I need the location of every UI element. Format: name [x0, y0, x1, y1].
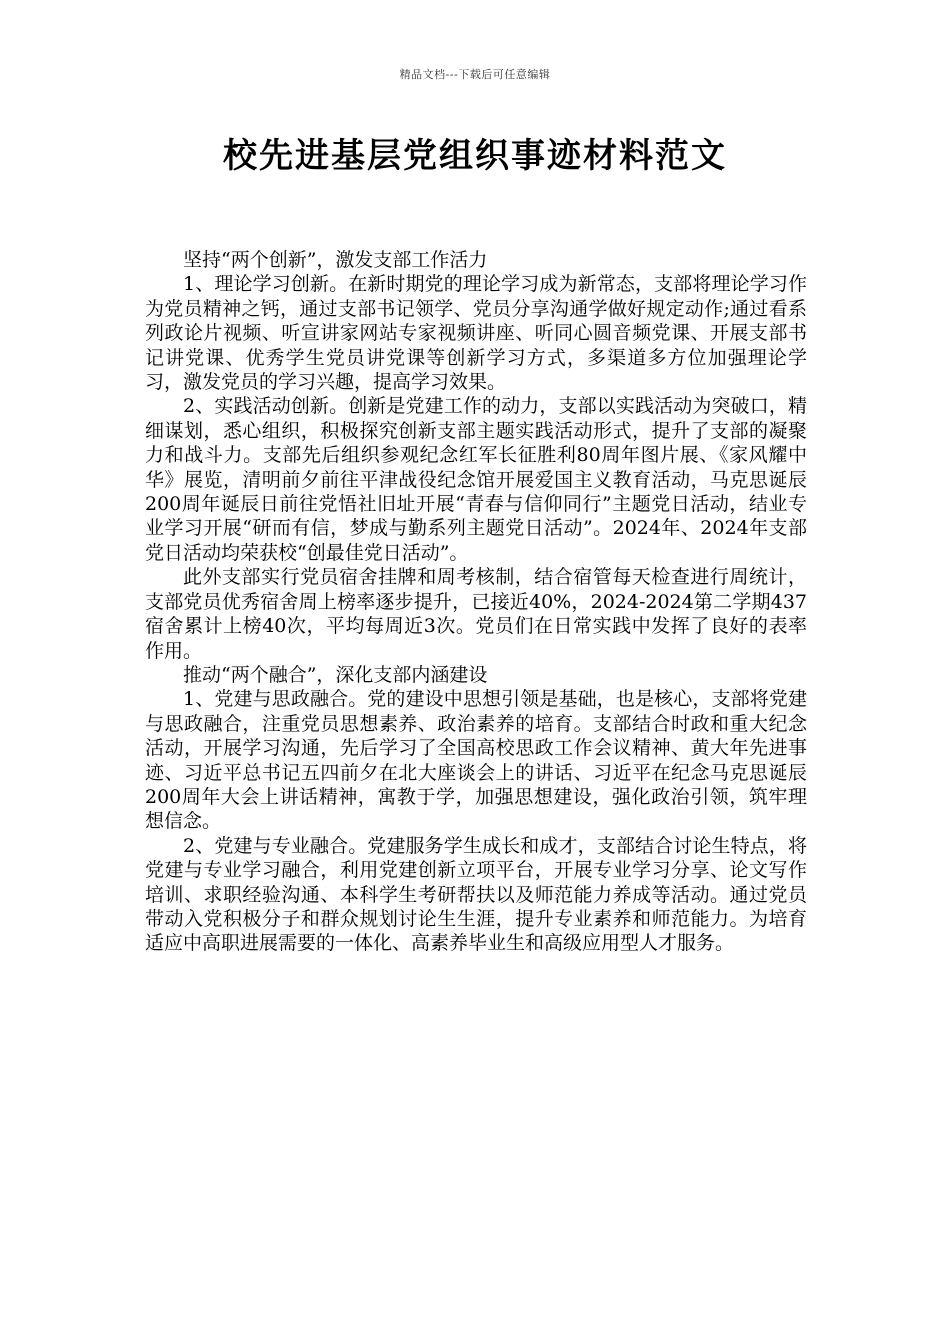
header-note: 精品文档---下载后可任意编辑: [399, 68, 551, 81]
paragraph-party-major: 2、党建与专业融合。党建服务学生成长和成才，支部结合讨论生特点，将党建与专业学习融合，利用党建创新立项平台，开展专业学习分享、论文写作培训、求职经验沟通、本科学生考研帮扶以及师范能力养成等活动。通过党员带动入党积极分子和群众规划讨论生生涯，提升专业素养和师范能力。为培育适应中高职进展需要的一体化、高素养毕业生和高级应用型人才服务。: [145, 834, 807, 955]
section-heading-innovation: 坚持“两个创新”，激发支部工作活力: [183, 249, 488, 271]
paragraph-theory-study: 1、理论学习创新。在新时期党的理论学习成为新常态，支部将理论学习作为党员精神之钙，通过支部书记领学、党员分享沟通学做好规定动作;通过看系列政论片视频、听宣讲家网站专家视频讲座、听同心圆音频党课、开展支部书记讲党课、优秀学生党员讲党课等创新学习方式，多渠道多方位加强理论学习，激发党员的学习兴趣，提高学习效果。: [145, 273, 807, 394]
paragraph-dormitory-assessment: 此外支部实行党员宿舍挂牌和周考核制，结合宿管每天检查进行周统计，支部党员优秀宿舍周上榜率逐步提升，已接近40%，2024-2024第二学期437宿舍累计上榜40次，平均每周近3次。党员们在日常实践中发挥了良好的表率作用。: [145, 566, 807, 662]
paragraph-practice-activity: 2、实践活动创新。创新是党建工作的动力，支部以实践活动为突破口，精细谋划，悉心组织，积极探究创新支部主题实践活动形式，提升了支部的凝聚力和战斗力。支部先后组织参观纪念红军长征胜利80周年图片展、《家风耀中华》展览，清明前夕前往平津战役纪念馆开展爱国主义教育活动，马克思诞辰200周年诞辰日前往党悟社旧址开展“青春与信仰同行”主题党日活动，结业专业学习开展“研而有信，梦成与勤系列主题党日活动”。2024年、2024年支部党日活动均荣获校“创最佳党日活动”。: [145, 395, 807, 564]
document-title: 校先进基层党组织事迹材料范文: [223, 136, 727, 176]
paragraph-party-ideology: 1、党建与思政融合。党的建设中思想引领是基础，也是核心，支部将党建与思政融合，注重党员思想素养、政治素养的培育。支部结合时政和重大纪念活动，开展学习沟通，先后学习了全国高校思政工作会议精神、黄大年先进事迹、习近平总书记五四前夕在北大座谈会上的讲话、习近平在纪念马克思诞辰200周年大会上讲话精神，寓教于学，加强思想建设，强化政治引领，筑牢理想信念。: [145, 688, 807, 833]
section-heading-integration: 推动“两个融合”，深化支部内涵建设: [183, 663, 488, 686]
document-body: [145, 248, 807, 956]
